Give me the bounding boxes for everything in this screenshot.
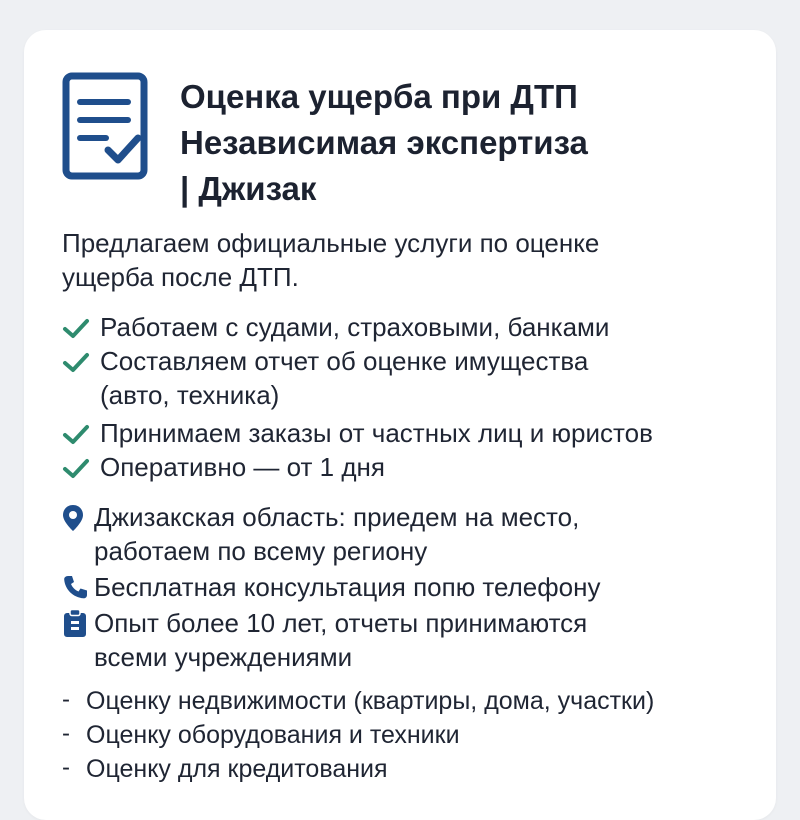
location-text-1: Джизакская область: приедем на место,: [94, 502, 580, 532]
check-icon: [62, 458, 90, 480]
phone-icon: [62, 574, 90, 600]
location-text-2: работаем по всему региону: [94, 536, 428, 566]
check-item-orders: Принимаем заказы от частных лиц и юристов: [100, 418, 653, 448]
page-title: [180, 74, 588, 212]
check-item-report: Составляем отчет об оценке имущества: [100, 346, 589, 376]
check-icon: [62, 352, 90, 374]
title-line-2: Независимая экспертиза: [180, 124, 588, 161]
check-icon: [62, 424, 90, 446]
service-item-credit: Оценку для кредитования: [86, 755, 388, 783]
check-item-speed: Оперативно — от 1 дня: [100, 452, 385, 482]
check-icon: [62, 318, 90, 340]
clipboard-icon: [62, 608, 88, 638]
title-line-1: Оценка ущерба при ДТП: [180, 78, 578, 115]
phone-consultation-text: Бесплатная консультация попю телефону: [94, 572, 601, 602]
intro-line-1: Предлагаем официальные услуги по оценке: [62, 228, 600, 258]
dash-marker: -: [62, 754, 70, 781]
experience-text-1: Опыт более 10 лет, отчеты принимаются: [94, 608, 588, 638]
service-item-real-estate: Оценку недвижимости (квартиры, дома, участки): [86, 687, 655, 715]
document-check-icon: [62, 72, 148, 180]
location-pin-icon: [62, 504, 84, 532]
service-item-equipment: Оценку оборудования и техники: [86, 721, 460, 749]
intro-text: [62, 226, 752, 294]
experience-text-2: всеми учреждениями: [94, 642, 353, 672]
check-item-courts: Работаем с судами, страховыми, банками: [100, 312, 610, 342]
dash-marker: -: [62, 686, 70, 713]
intro-line-2: ущерба после ДТП.: [62, 262, 299, 292]
check-item-report-sub: (авто, техника): [100, 380, 280, 410]
dash-marker: -: [62, 720, 70, 747]
title-line-3: | Джизак: [180, 170, 317, 207]
